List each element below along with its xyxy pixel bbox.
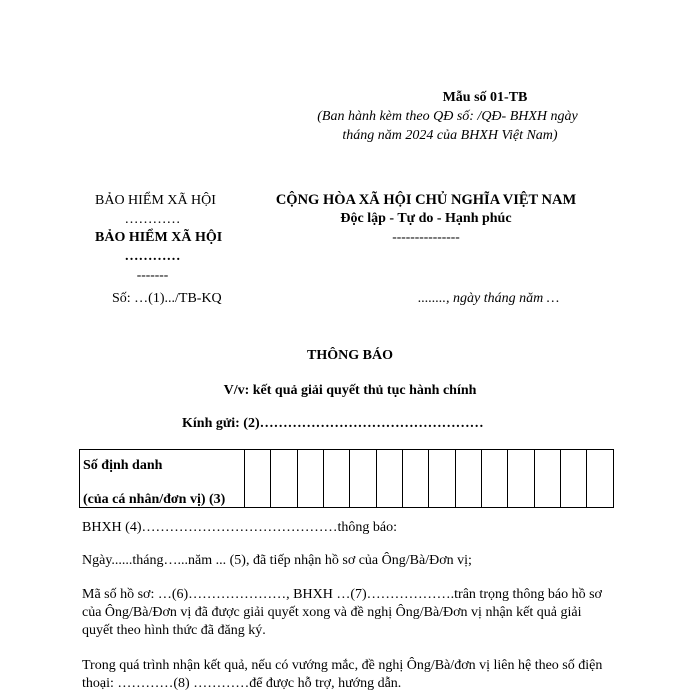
notice-subject: V/v: kết quả giải quyết thủ tục hành chính bbox=[223, 383, 477, 398]
body-paragraph-contact: Trong quá trình nhận kết quả, nếu có vướng mắc, đề nghị Ông/Bà/đơn vị liên hệ theo số điện thoại: …………(8) …………để được hỗ trợ, hướng dẫn. bbox=[82, 658, 603, 691]
document-number: Số: …(1).../TB-KQ bbox=[112, 291, 222, 306]
form-code: Mẫu số 01-TB bbox=[442, 90, 528, 105]
issuance-note-line1: (Ban hành kèm theo QĐ số: /QĐ- BHXH ngày bbox=[317, 109, 578, 124]
id-digit-cell bbox=[455, 450, 481, 508]
id-label-note: (của cá nhân/đơn vị) (3) bbox=[83, 492, 226, 507]
id-digit-cell bbox=[271, 450, 297, 508]
id-digit-cell bbox=[587, 450, 614, 508]
id-digit-cell bbox=[324, 450, 350, 508]
id-digit-cell bbox=[297, 450, 323, 508]
country-name: CỘNG HÒA XÃ HỘI CHỦ NGHĨA VIỆT NAM bbox=[275, 192, 577, 208]
id-digit-cell bbox=[534, 450, 560, 508]
issuing-agency-name: BẢO HIỂM XÃ HỘI bbox=[95, 230, 223, 245]
notice-title: THÔNG BÁO bbox=[307, 348, 393, 363]
body-paragraph-receipt-date: Ngày......tháng…...năm ... (5), đã tiếp nhận hồ sơ của Ông/Bà/Đơn vị; bbox=[82, 553, 472, 568]
parent-agency-name: BẢO HIỂM XÃ HỘI bbox=[95, 193, 216, 208]
issuing-agency-placeholder: ………… bbox=[124, 249, 181, 264]
national-motto: Độc lập - Tự do - Hạnh phúc bbox=[340, 211, 512, 226]
parent-agency-placeholder: ………… bbox=[124, 212, 181, 227]
body-paragraph-agency: BHXH (4)……………………………………thông báo: bbox=[82, 520, 397, 535]
issuance-note-line2: tháng năm 2024 của BHXH Việt Nam) bbox=[342, 128, 558, 143]
id-label: Số định danh bbox=[83, 458, 163, 473]
body-paragraph-result: Mã số hồ sơ: …(6)…………………, BHXH …(7)……………….trân trọng thông báo hồ sơ của Ông/Bà/Đơn vị đã được giải quyết xong và đề nghị Ông/Bà/Đơn vị nhận kết quả giải quyết theo hình thức đã đăng ký. bbox=[82, 587, 602, 638]
id-digit-cell bbox=[561, 450, 587, 508]
id-digit-cell bbox=[508, 450, 534, 508]
id-digit-cell bbox=[245, 450, 271, 508]
recipient-line: Kính gửi: (2)………………………………………… bbox=[182, 416, 484, 431]
id-digit-cell bbox=[403, 450, 429, 508]
id-digit-cell bbox=[429, 450, 455, 508]
place-and-date: ........, ngày tháng năm … bbox=[418, 291, 560, 306]
agency-divider: ------- bbox=[136, 267, 169, 282]
identification-number-table bbox=[79, 449, 614, 508]
motto-divider: --------------- bbox=[392, 229, 460, 244]
id-digit-cell bbox=[376, 450, 402, 508]
id-label-cell bbox=[80, 450, 245, 508]
id-digit-cell bbox=[350, 450, 376, 508]
id-digit-cell bbox=[482, 450, 508, 508]
